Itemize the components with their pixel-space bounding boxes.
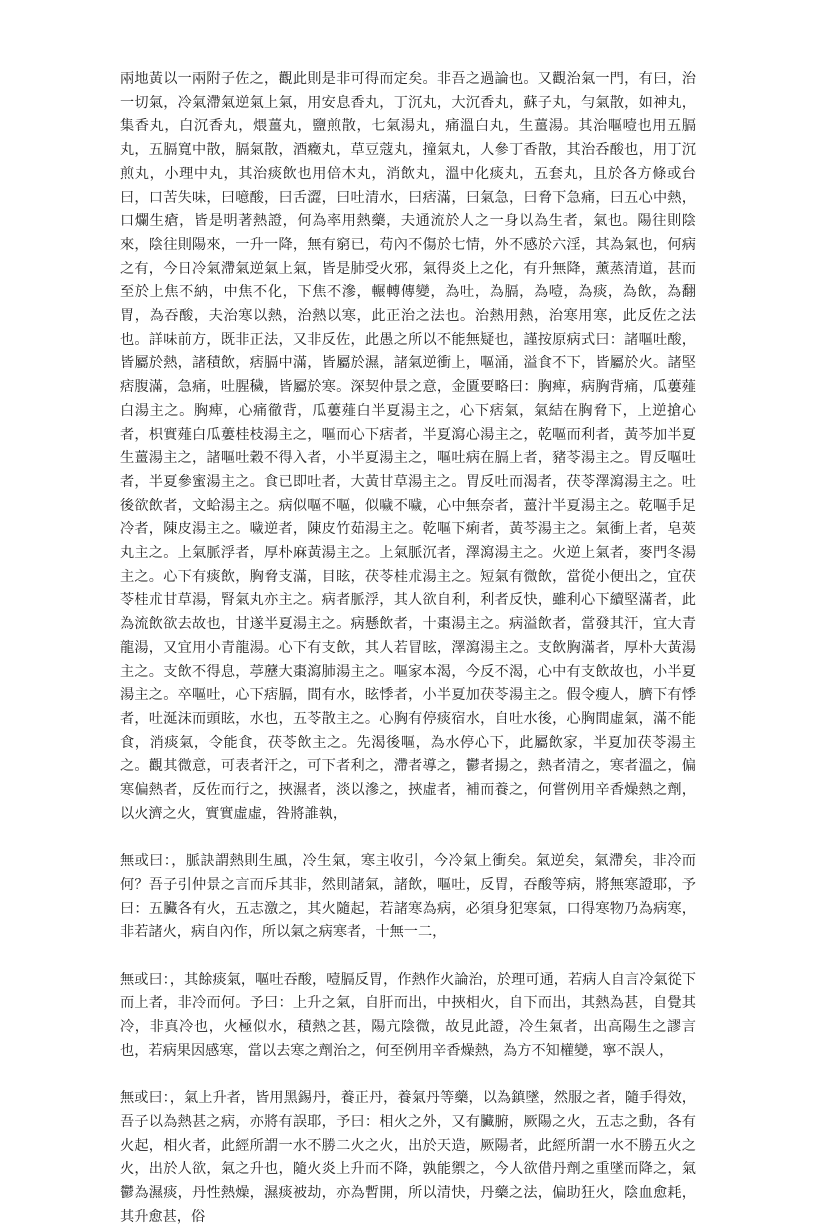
paragraph-1: 兩地黃以一兩附子佐之，觀此則是非可得而定矣。非吾之過論也。又觀治氣一門，有曰，治一切氣，冷氣滯氣逆氣上氣，用安息香丸，丁沉丸，大沉香丸，蘇子丸，勻氣散，如神丸，集香丸，白沉香丸，煨薑丸，鹽煎散，七氣湯丸，痛溫白丸，生薑湯。其治嘔噎也用五膈丸，五膈寬中散，膈氣散，酒癥丸，草豆蔻丸，撞氣丸，人參丁香散，其治呑酸也，用丁沉煎丸，小理中丸，其治痰飲也用倍木丸，消飲丸，溫中化痰丸，五套丸，且於各方條或台曰，口苦失味，曰噫酸，曰舌澀，曰吐清水，曰痞滿，曰氣急，曰脅下急痛，曰五心中熱，口爛生瘡，皆是明著熱證，何為率用熱藥，夫通流於人之一身以為生者，氣也。陽往則陰來，陰往則陽來，一升一降，無有窮已，苟內不傷於七情，外不感於六淫，其為氣也，何病之有，今日冷氣滯氣逆氣上氣，皆是肺受火邪，氣得炎上之化，有升無降，薰蒸清道，甚而至於上焦不納，中焦不化，下焦不滲，輾轉傳變，為吐，為膈，為噎，為痰，為飲，為翻胃，為吞酸，夫治寒以熱，治熱以寒，此正治之法也。治熱用熱，治寒用寒，此反佐之法也。詳味前方，既非正法，又非反佐，此愚之所以不能無疑也，謹按原病式曰：諸嘔吐酸，皆屬於熱，諸積飲，痞膈中滿，皆屬於濕，諸氣逆衝上，嘔涌，溢食不下，皆屬於火。諸堅痞腹滿，急痛，吐腥穢，皆屬於寒。深契仲景之意，金匱要略曰：胸痺，病胸背痛，瓜蔞薤白湯主之。胸痺，心痛徹背，瓜蔞薤白半夏湯主之，心下痞氣，氣結在胸脅下，上逆搶心者，枳實薤白瓜蔞桂枝湯主之，嘔而心下痞者，半夏瀉心湯主之，乾嘔而利者，黃芩加半夏生薑湯主之，諸嘔吐穀不得入者，小半夏湯主之，嘔吐病在膈上者，豬苓湯主之。胃反嘔吐者，半夏參蜜湯主之。食已即吐者，大黃甘草湯主之。胃反吐而渴者，茯苓澤瀉湯主之。吐後欲飲者，文蛤湯主之。病似嘔不嘔，似噦不噦，心中無奈者，薑汁半夏湯主之。乾嘔手足冷者，陳皮湯主之。噦逆者，陳皮竹茹湯主之。乾嘔下痢者，黃芩湯主之。氣衝上者，皂莢丸主之。上氣脈浮者，厚朴麻黃湯主之。上氣脈沉者，澤瀉湯主之。火逆上氣者，麥門冬湯主之。心下有痰飲，胸脅支滿，目眩，茯苓桂朮湯主之。短氣有微飲，當從小便出之，宜茯苓桂朮甘草湯，腎氣丸亦主之。病者脈浮，其人欲自利，利者反快，雖利心下續堅滿者，此為流飲欲去故也，甘遂半夏湯主之。病懸飲者，十棗湯主之。病溢飲者，當發其汗，宜大青龍湯，又宜用小青龍湯。心下有支飲，其人若冒眩，澤瀉湯主之。支飲胸滿者，厚朴大黃湯主之。支飲不得息，葶藶大棗瀉肺湯主之。嘔家本渴，今反不渴，心中有支飲故也，小半夏湯主之。卒嘔吐，心下痞膈，間有水，眩悸者，小半夏加茯苓湯主之。假令瘦人，臍下有悸者，吐涎沫而頭眩，水也，五苓散主之。心胸有停痰宿水，自吐水後，心胸間虛氣，滿不能食，消痰氣，令能食，茯苓飲主之。先渴後嘔，為水停心下，此屬飲家，半夏加茯苓湯主之。觀其微意，可表者汗之，可下者利之，滯者導之，鬱者揚之，熱者清之，寒者溫之，偏寒偏熱者，反佐而行之，挾濕者，淡以滲之，挾虛者，補而養之，何嘗例用辛香燥熱之劑，以火濟之火，實實虛虛，咎將誰執， bbox=[120, 71, 696, 822]
paragraph-2: 無或曰：，脈訣謂熱則生風，冷生氣，寒主收引，今冷氣上衝矣。氣逆矣，氣滯矣，非冷而何？吾子引仲景之言而斥其非，然則諸氣，諸飲，嘔吐，反胃，吞酸等病，將無寒證耶，予曰：五臟各有火，五志激之，其火隨起，若諸寒為病，必須身犯寒氣，口得寒物乃為病寒，非若諸火，病自內作，所以氣之病寒者，十無一二， bbox=[120, 853, 696, 941]
document-page bbox=[120, 68, 696, 1229]
paragraph-4: 無或曰：，氣上升者，皆用黑錫丹，養正丹，養氣丹等藥，以為鎮墜，然服之者，隨手得效，吾子以為熱甚之病，亦將有誤耶，予曰：相火之外，又有臟腑，厥陽之火，五志之動，各有火起，相火者，此經所謂一水不勝二火之火，出於天造，厥陽者，此經所謂一水不勝五火之火，出於人欲，氣之升也，隨火炎上升而不降，孰能禦之，今人欲借丹劑之重墜而降之，氣鬱為濕痰，丹性熱燥，濕痰被劫，亦為暫開，所以清快，丹藥之法，偏助狂火，陰血愈耗，其升愈甚，俗 bbox=[120, 1090, 696, 1225]
paragraph-3: 無或曰：，其餘痰氣，嘔吐吞酸，噎膈反胃，作熱作火論治，於理可通，若病人自言冷氣從下而上者，非冷而何。予曰：上升之氣，自肝而出，中挾相火，自下而出，其熱為甚，自覺其冷，非真冷也，火極似水，積熱之甚，陽亢陰微，故見此證，冷生氣者，出高陽生之謬言也，若病果因感寒，當以去寒之劑治之，何至例用辛香燥熱，為方不知權變，寧不誤人， bbox=[120, 971, 696, 1059]
